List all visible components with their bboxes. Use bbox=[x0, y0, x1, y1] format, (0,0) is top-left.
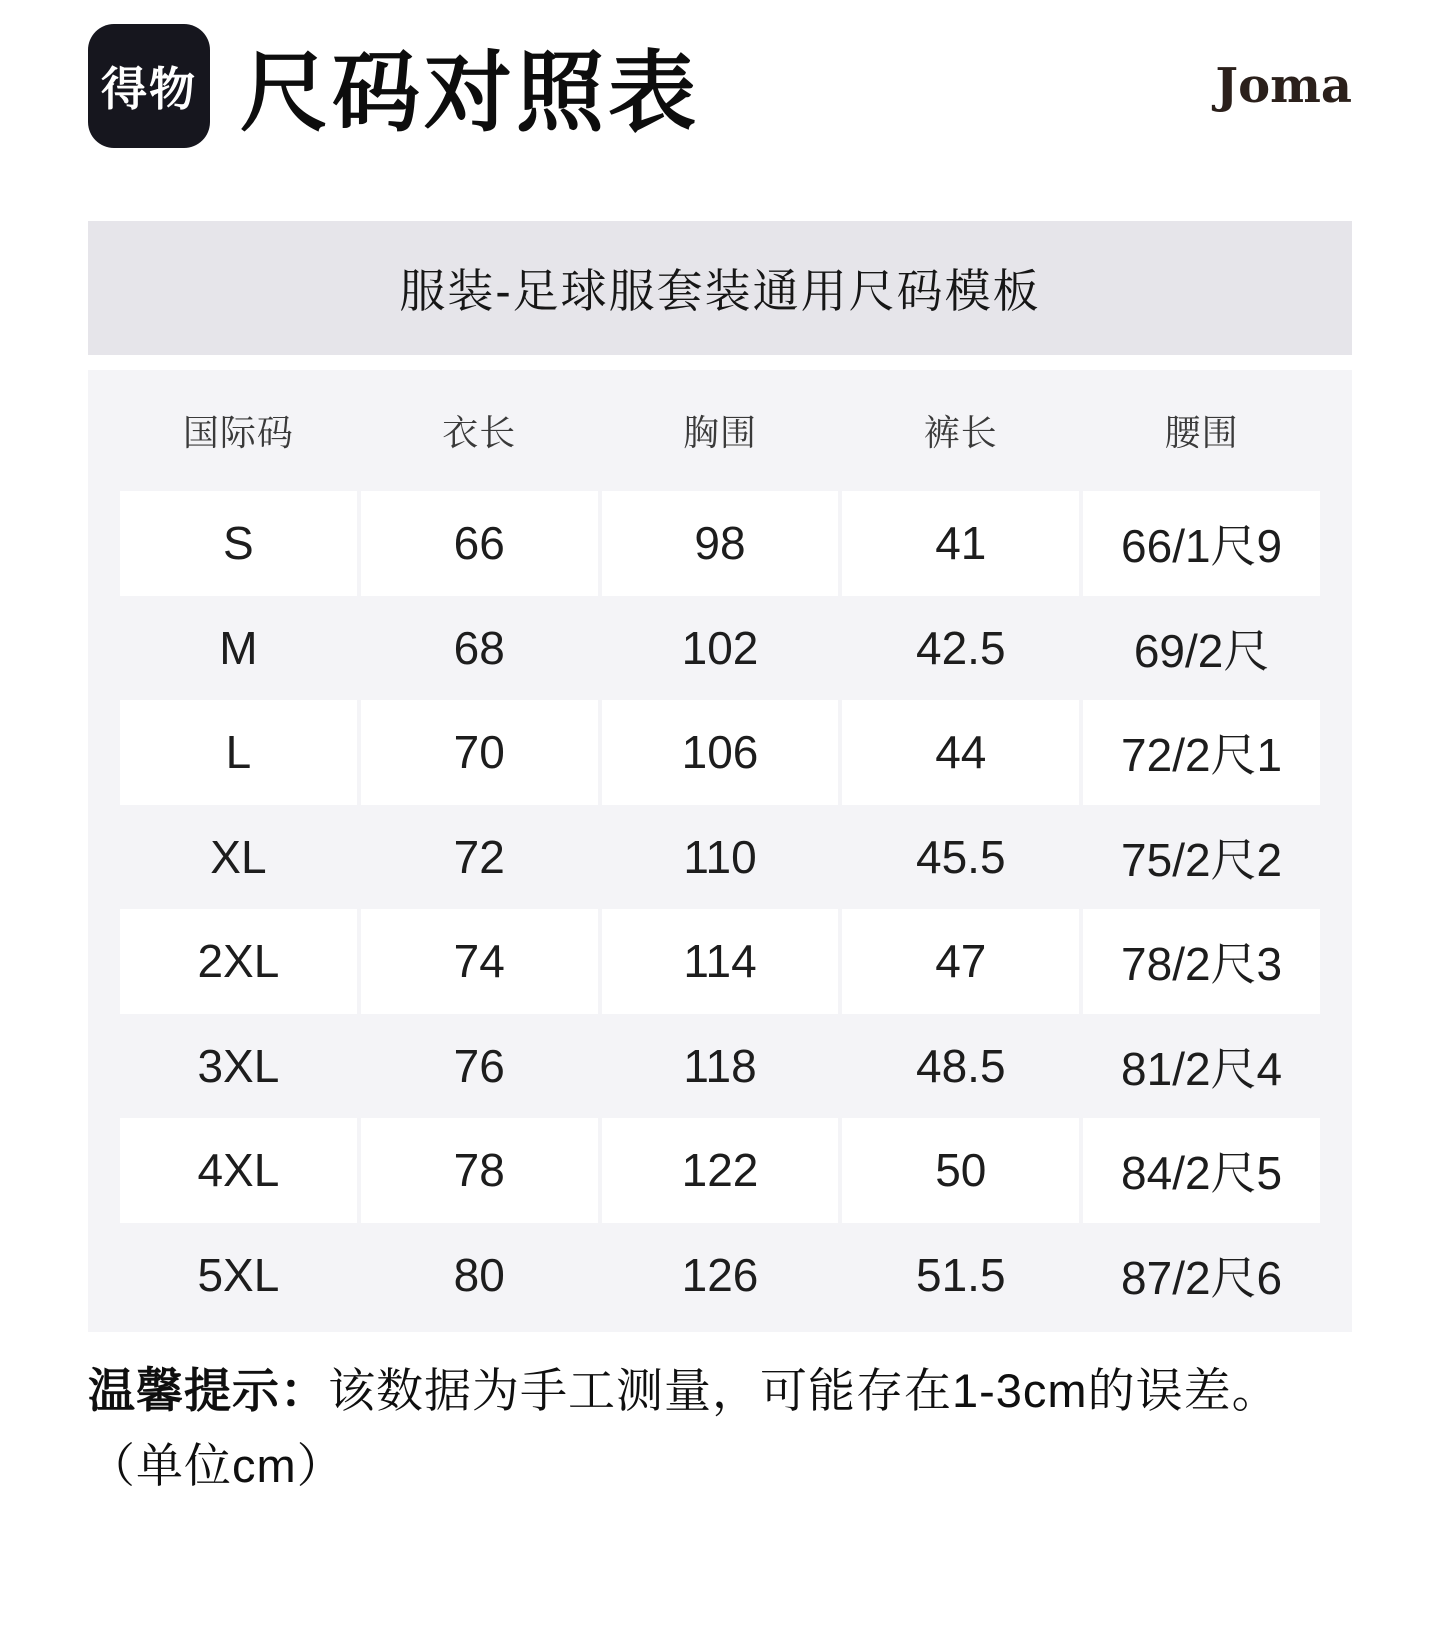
table-cell: 70 bbox=[361, 700, 598, 805]
table-cell: 80 bbox=[453, 1248, 505, 1301]
table-cell: 110 bbox=[683, 830, 757, 883]
table-cell: M bbox=[219, 621, 258, 674]
table-cell: 4XL bbox=[120, 1118, 357, 1223]
table-cell: 76 bbox=[453, 1039, 505, 1092]
table-cell: 51.5 bbox=[916, 1248, 1006, 1301]
table-cell: 84/2尺5 bbox=[1083, 1118, 1320, 1223]
column-header-chest: 胸围 bbox=[682, 412, 757, 453]
dewu-logo-text: 得物 bbox=[101, 63, 197, 115]
table-cell: 50 bbox=[842, 1118, 1079, 1223]
table-cell: 106 bbox=[602, 700, 839, 805]
table-cell: 3XL bbox=[197, 1039, 280, 1092]
table-cell: 44 bbox=[842, 700, 1079, 805]
note-unit: （单位cm） bbox=[88, 1439, 345, 1493]
size-table-header-row bbox=[120, 370, 1320, 491]
template-title: 服装-足球服套装通用尺码模板 bbox=[399, 265, 1041, 317]
table-cell: 118 bbox=[683, 1039, 757, 1092]
column-header-intl-size: 国际码 bbox=[182, 412, 294, 453]
table-row-l bbox=[120, 700, 1320, 805]
column-header-garment-length: 衣长 bbox=[442, 412, 517, 453]
table-cell: XL bbox=[210, 830, 267, 883]
table-cell: 102 bbox=[681, 621, 759, 674]
table-cell: 66/1尺9 bbox=[1083, 491, 1320, 596]
joma-brand-logo: Joma bbox=[1215, 58, 1352, 114]
table-cell: 98 bbox=[602, 491, 839, 596]
table-cell: 68 bbox=[453, 621, 505, 674]
note-line bbox=[88, 1360, 1352, 1421]
table-cell: 66 bbox=[361, 491, 598, 596]
table-cell: 78 bbox=[361, 1118, 598, 1223]
table-cell: 5XL bbox=[197, 1248, 280, 1301]
note-text: 该数据为手工测量，可能存在1-3cm的误差。 bbox=[328, 1364, 1280, 1417]
table-row-2xl bbox=[120, 909, 1320, 1014]
dewu-logo bbox=[88, 24, 210, 148]
table-row-5xl bbox=[120, 1223, 1320, 1328]
table-cell: 72/2尺1 bbox=[1083, 700, 1320, 805]
table-row-4xl bbox=[120, 1118, 1320, 1223]
column-header-pants-length: 裤长 bbox=[923, 412, 998, 453]
table-cell: 114 bbox=[602, 909, 839, 1014]
table-row-s bbox=[120, 491, 1320, 596]
table-cell: 87/2尺6 bbox=[1121, 1251, 1283, 1304]
note-prefix: 温馨提示： bbox=[88, 1364, 328, 1417]
table-cell: 2XL bbox=[120, 909, 357, 1014]
column-header-waist: 腰围 bbox=[1164, 412, 1239, 453]
table-cell: 69/2尺 bbox=[1133, 624, 1270, 677]
footer-note bbox=[88, 1360, 1352, 1496]
table-cell: 126 bbox=[681, 1248, 759, 1301]
table-cell: 41 bbox=[842, 491, 1079, 596]
template-title-band bbox=[88, 221, 1352, 355]
page-title: 尺码对照表 bbox=[240, 43, 701, 142]
table-cell: 74 bbox=[361, 909, 598, 1014]
table-row-3xl bbox=[120, 1014, 1320, 1119]
table-cell: 48.5 bbox=[916, 1039, 1006, 1092]
table-cell: 47 bbox=[842, 909, 1079, 1014]
table-row-xl bbox=[120, 805, 1320, 910]
table-cell: 45.5 bbox=[916, 830, 1006, 883]
size-table bbox=[88, 370, 1352, 1332]
table-row-m bbox=[120, 596, 1320, 701]
table-cell: 72 bbox=[453, 830, 505, 883]
table-cell: 81/2尺4 bbox=[1121, 1042, 1283, 1095]
table-cell: 42.5 bbox=[916, 621, 1006, 674]
table-cell: 122 bbox=[602, 1118, 839, 1223]
table-cell: L bbox=[120, 700, 357, 805]
table-cell: 78/2尺3 bbox=[1083, 909, 1320, 1014]
header bbox=[0, 0, 1440, 149]
table-cell: 75/2尺2 bbox=[1121, 833, 1283, 886]
table-cell: S bbox=[120, 491, 357, 596]
